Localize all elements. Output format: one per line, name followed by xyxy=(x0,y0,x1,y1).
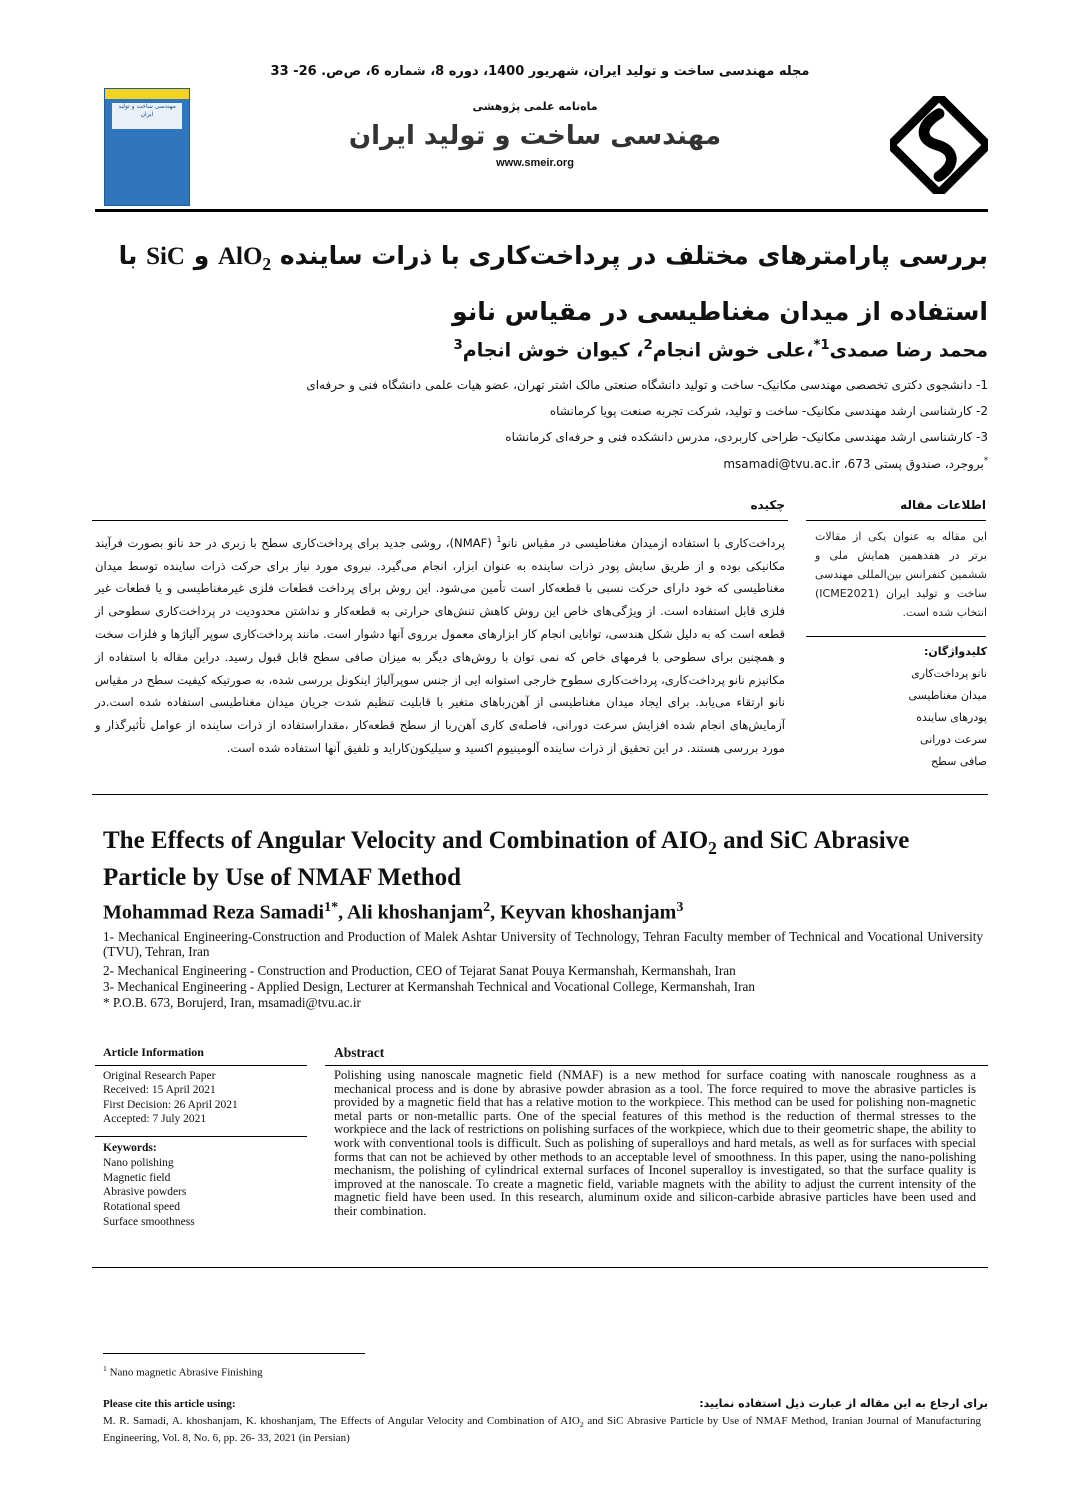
authors-fa: محمد رضا صمدی$^{1*}$،علی خوش انجام$^2$، کیوان خوش انجام$^3$ xyxy=(453,338,988,362)
divider xyxy=(806,520,986,521)
contact-en: * P.O.B. 673, Borujerd, Iran, msamadi@tvu.ac.ir xyxy=(103,995,361,1010)
keyword: Surface smoothness xyxy=(103,1215,195,1228)
authors-en: Mohammad Reza Samadi$^{1*}$, Ali khoshanjam$^2$, Keyvan khoshanjam$^3$ xyxy=(103,900,684,924)
keywords-fa xyxy=(815,641,987,773)
journal-header xyxy=(95,88,988,208)
paper-title-fa: بررسی پارامترهای مختلف در پرداخت‌کاری با ذرات ساینده AlO$_2$ و SiC با استفاده از میدان مغناطیسی در مقیاس نانو xyxy=(118,241,988,326)
cover-title: مهندسی ساخت و تولید ایران xyxy=(112,103,182,129)
keyword: صافی سطح xyxy=(931,755,987,768)
divider xyxy=(325,1065,988,1066)
footnote: $^1$ Nano magnetic Abrasive Finishing xyxy=(103,1364,263,1379)
accepted-date: Accepted: 7 July 2021 xyxy=(103,1112,207,1125)
article-type: Original Research Paper xyxy=(103,1070,216,1082)
affiliation-fa-2: 2- کارشناسی ارشد مهندسی مکانیک- ساخت و تولید، شرکت تجربه صنعت پویا کرمانشاه xyxy=(549,404,988,418)
abstract-text-fa: پرداخت‌کاری با استفاده ازمیدان مغناطیسی در مقیاس نانو$^1$ (NMAF)، روشی جدید برای پرداخت‌کاری سطح با زبری در حد نانو بصورت فرآیند مکانیکی بوده و از طریق سایش پودر ذرات ساینده به عنوان ابزار، انجام می‌گیرد. نیروی مورد نیاز برای حرکت ذرات ساینده توسط میدان مغناطیسی که خود دارای حرکت نسبی با قطعه‌کار است تأمین می‌شود. این روش برای پرداخت قطعات فلزی غیرمغناطیسی و یا قطعات غیر فلزی قابل استفاده است. از ویژگی‌های خاص این روش کاهش تنش‌های حرارتی به قطعه‌کار و نداشتن محدودیت در پرداخت‌کاری سطوحی از قطعه است که به دلیل شکل هندسی، توانایی انجام کار ابزارهای معمول برروی آنها دشوار است. مانند پرداخت‌کاری سوپر آلیاژها و فلزات سخت و همچنین برای سطوحی با فرمهای خاص که نمی توان با روش‌های دیگر به میزان صافی سطح قابل قبول رسید. دراین مقاله با استفاده از مکانیزم نانو پرداخت‌کاری، پرداخت‌کاری سطوح خارجی استوانه ایی از جنس سوپرآلیاژ اینکونل بررسی شده، به صورتیکه کیفیت سطح در مقیاس نانو ارتقاء می‌یابد. برای ایجاد میدان مغناطیسی از آهن‌رباهای متغیر با قابلیت تنظیم شدت جریان میدان مغناطیسی استفاده شده است.در آزمایش‌های انجام شده افزایش سرعت دورانی، فاصله‌ی کاری آهن‌ربا از سطح قطعه‌کار ،مقداراستفاده از ذرات ساینده از عوامل تأثیرگذار و مورد بررسی هستند. در این تحقیق از ذرات ساینده آلومینیوم اکسید و سیلیکون‌کاراید و تلفیق آنها استفاده شده است. xyxy=(95,534,786,756)
abstract-text-en: Polishing using nanoscale magnetic field (NMAF) is a new method for surface coating with nanoscale roughness as a mechanical process and is done by abrasive powder abrasion as a tool. The force required to move the abrasive particles is provided by a magnetic field that has a relative motion to the workpiece. This method can be used for polishing non-magnetic metal parts or non-metallic parts. One of the special features of this method is the reduction of thermal stresses to the workpiece and the lack of restrictions on polishing surfaces of the workpiece, which due to their geometric shape, the ability to work with conventional tools is difficult. Such as polishing of superalloys and hard metals, as well as for surfaces with special forms that can not be achieved by other methods to an acceptable level of smoothness. In this paper, using the nano-polishing mechanism, the polishing of cylindrical external surfaces of Inconel superalloy is investigated, so that the surface quality is improved at the nanoscale. To create a magnetic field, variable magnets with the ability to adjust the current intensity of the magnetic field have been used. In this research, aluminum oxide and silicon-carbide abrasive particles have been used and their combination. xyxy=(334,1068,976,1218)
cover-stripe xyxy=(105,89,189,99)
keyword: نانو پرداخت‌کاری xyxy=(911,667,987,680)
divider xyxy=(95,1136,307,1137)
paper-title-en: The Effects of Angular Velocity and Combination of $AIO_2$ and SiC Abrasive Particle by Use of NMAF Method xyxy=(103,827,910,891)
keyword: Magnetic field xyxy=(103,1171,171,1184)
keyword: Rotational speed xyxy=(103,1201,180,1214)
article-info-heading-en: Article Information xyxy=(103,1045,204,1059)
keyword: پودرهای ساینده xyxy=(916,711,987,724)
affiliation-en-2: 2- Mechanical Engineering - Construction and Production, CEO of Tejarat Sanat Pouya Kermanshah, Kermanshah, Iran xyxy=(103,963,736,978)
keyword: میدان مغناطیسی xyxy=(908,689,987,702)
article-info-heading-fa: اطلاعات مقاله xyxy=(900,498,986,512)
keyword: Nano polishing xyxy=(103,1156,174,1169)
formula-sic: SiC xyxy=(146,243,185,270)
affiliation-en-1: 1- Mechanical Engineering-Construction and Production of Malek Ashtar University of Technology, Tehran Faculty member of Technical and Vocational University (TVU), Tehran, Iran xyxy=(103,929,983,959)
keywords-heading-fa: کلیدواژگان: xyxy=(924,645,987,658)
divider xyxy=(806,636,986,637)
affiliation-en-3: 3- Mechanical Engineering - Applied Design, Lecturer at Kermanshah Technical and Vocational College, Kermanshah, Iran xyxy=(103,979,755,994)
divider xyxy=(95,1065,307,1066)
article-info-note-fa: این مقاله به عنوان یکی از مقالات برتر در هفدهمین همایش ملی و ششمین کنفرانس بین‌المللی مهندسی ساخت و تولید ایران (ICME2021) انتخاب شده است. xyxy=(815,530,987,619)
keyword: Abrasive powders xyxy=(103,1186,187,1199)
citation-text: M. R. Samadi, A. khoshanjam, K. khoshanjam, The Effects of Angular Velocity and Combination of $AIO_2$ and SiC Abrasive Particle by Use of NMAF Method, Iranian Journal of Manufacturing Engineering, Vol. 8, No. 6, pp. 26- 33, 2021 (in Persian) xyxy=(103,1415,981,1444)
keyword: سرعت دورانی xyxy=(920,733,987,746)
contact-fa: *بروجرد، صندوق پستی 673، msamadi@tvu.ac.ir xyxy=(723,455,988,471)
keywords-en xyxy=(103,1141,303,1230)
journal-masthead xyxy=(335,88,735,169)
abstract-heading-fa: چکیده xyxy=(750,498,785,512)
received-date: Received: 15 April 2021 xyxy=(103,1084,216,1097)
journal-type: ماه‌نامه علمی پژوهشی xyxy=(472,100,598,113)
journal-reference: مجله مهندسی ساخت و تولید ایران، شهریور 1400، دوره 8، شماره 6، ص‌ص. 26- 33 xyxy=(270,64,810,79)
first-decision-date: First Decision: 26 April 2021 xyxy=(103,1098,238,1111)
citation-heading-en: Please cite this article using: xyxy=(103,1398,236,1410)
keywords-heading-en: Keywords: xyxy=(103,1142,157,1154)
divider xyxy=(92,794,988,795)
divider xyxy=(92,520,788,521)
citation-heading-fa: برای ارجاع به این مقاله از عبارت ذیل استفاده نمایید: xyxy=(699,1397,988,1410)
affiliation-fa-1: 1- دانشجوی دکتری تخصصی مهندسی مکانیک- ساخت و تولید دانشگاه صنعتی مالک اشتر تهران، عضو هیات علمی دانشگاه فنی و حرفه‌ای xyxy=(306,378,988,392)
divider xyxy=(92,1267,988,1268)
article-info-en xyxy=(103,1069,303,1126)
formula-alo2: AlO$_2$ xyxy=(217,243,272,274)
abstract-heading-en: Abstract xyxy=(334,1045,385,1060)
affiliation-fa-3: 3- کارشناسی ارشد مهندسی مکانیک- طراحی کاربردی، مدرس دانشکده فنی و حرفه‌ای کرمانشاه xyxy=(505,430,988,444)
journal-logo-icon xyxy=(890,96,988,194)
journal-cover-image xyxy=(104,88,190,206)
header-divider xyxy=(95,209,988,212)
journal-name: مهندسی ساخت و تولید ایران xyxy=(348,121,722,151)
footnote-divider xyxy=(103,1353,365,1354)
journal-website[interactable]: www.smeir.org xyxy=(496,157,574,169)
